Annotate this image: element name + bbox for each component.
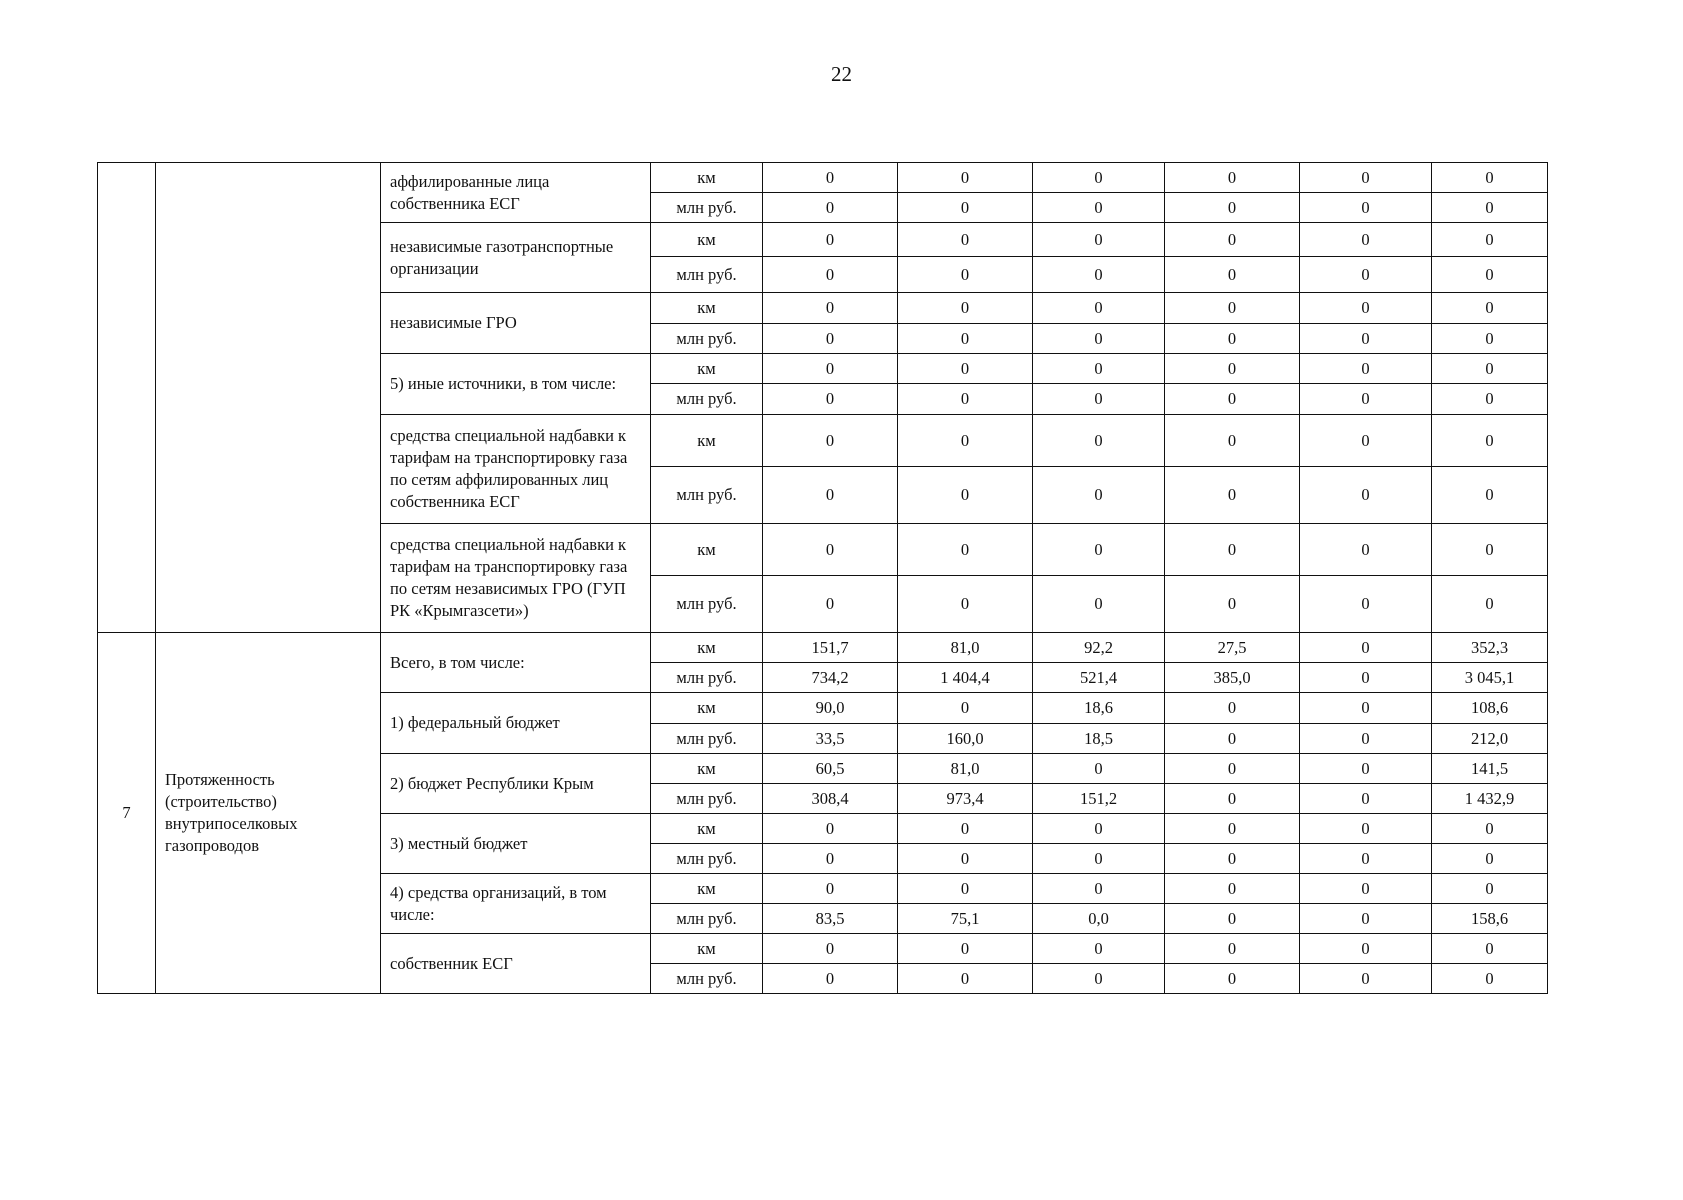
value-cell: 0	[1033, 844, 1165, 874]
value-cell: 973,4	[898, 784, 1033, 814]
value-cell: 0	[1300, 784, 1432, 814]
value-cell: 18,5	[1033, 724, 1165, 754]
value-cell: 0	[763, 324, 898, 354]
value-cell: 158,6	[1432, 904, 1548, 934]
value-cell: 0	[1432, 844, 1548, 874]
unit-cell: км	[651, 415, 763, 467]
value-cell: 0	[1165, 874, 1300, 904]
funding-source-cell: средства специальной надбавки к тарифам на транспортировку газа по сетям независимых ГРО (ГУП РК «Крымгазсети»)	[381, 524, 651, 633]
unit-cell: км	[651, 163, 763, 193]
value-cell: 0	[898, 524, 1033, 576]
value-cell: 0	[1165, 354, 1300, 384]
value-cell: 0	[1033, 964, 1165, 994]
value-cell: 0	[898, 163, 1033, 193]
value-cell: 0	[1300, 293, 1432, 324]
value-cell: 0	[1033, 223, 1165, 257]
investment-table	[97, 162, 1548, 994]
value-cell: 0	[1033, 257, 1165, 293]
funding-source-cell: 2) бюджет Республики Крым	[381, 754, 651, 814]
indicator-name-cell: Протяженность (строительство) внутрипоселковых газопроводов	[156, 633, 381, 994]
unit-cell: км	[651, 223, 763, 257]
value-cell: 0	[1033, 354, 1165, 384]
value-cell: 0	[763, 467, 898, 524]
value-cell: 0	[763, 524, 898, 576]
value-cell: 0	[1033, 467, 1165, 524]
value-cell: 0	[1165, 934, 1300, 964]
unit-cell: км	[651, 874, 763, 904]
unit-cell: км	[651, 354, 763, 384]
value-cell: 0	[1300, 633, 1432, 663]
value-cell: 3 045,1	[1432, 663, 1548, 693]
value-cell: 0	[898, 193, 1033, 223]
value-cell: 0	[898, 293, 1033, 324]
value-cell: 0	[763, 814, 898, 844]
value-cell: 0	[898, 964, 1033, 994]
unit-cell: млн руб.	[651, 324, 763, 354]
value-cell: 0	[1432, 257, 1548, 293]
value-cell: 0	[1432, 964, 1548, 994]
value-cell: 0	[898, 934, 1033, 964]
value-cell: 0	[898, 467, 1033, 524]
value-cell: 0	[1432, 193, 1548, 223]
value-cell: 151,7	[763, 633, 898, 663]
value-cell: 75,1	[898, 904, 1033, 934]
value-cell: 0	[1165, 163, 1300, 193]
value-cell: 0	[1432, 384, 1548, 415]
value-cell: 0	[1300, 904, 1432, 934]
value-cell: 83,5	[763, 904, 898, 934]
value-cell: 0	[763, 934, 898, 964]
value-cell: 0	[1432, 163, 1548, 193]
value-cell: 0	[1300, 814, 1432, 844]
value-cell: 734,2	[763, 663, 898, 693]
unit-cell: млн руб.	[651, 193, 763, 223]
value-cell: 0	[1300, 384, 1432, 415]
value-cell: 0	[1165, 293, 1300, 324]
table-body	[98, 163, 1548, 994]
value-cell: 0,0	[1033, 904, 1165, 934]
value-cell: 0	[1300, 576, 1432, 633]
value-cell: 0	[1300, 844, 1432, 874]
value-cell: 0	[763, 293, 898, 324]
value-cell: 0	[1165, 384, 1300, 415]
value-cell: 0	[763, 415, 898, 467]
value-cell: 0	[763, 576, 898, 633]
value-cell: 160,0	[898, 724, 1033, 754]
value-cell: 0	[1300, 324, 1432, 354]
unit-cell: млн руб.	[651, 784, 763, 814]
funding-source-cell: аффилированные лица собственника ЕСГ	[381, 163, 651, 223]
value-cell: 0	[763, 163, 898, 193]
unit-cell: км	[651, 293, 763, 324]
value-cell: 0	[763, 354, 898, 384]
value-cell: 0	[1300, 223, 1432, 257]
value-cell: 0	[1033, 163, 1165, 193]
value-cell: 0	[898, 874, 1033, 904]
value-cell: 0	[1300, 874, 1432, 904]
unit-cell: млн руб.	[651, 964, 763, 994]
funding-source-cell: 3) местный бюджет	[381, 814, 651, 874]
unit-cell: млн руб.	[651, 576, 763, 633]
value-cell: 0	[1165, 223, 1300, 257]
value-cell: 0	[1300, 524, 1432, 576]
value-cell: 0	[898, 415, 1033, 467]
value-cell: 0	[1033, 576, 1165, 633]
value-cell: 92,2	[1033, 633, 1165, 663]
value-cell: 0	[898, 693, 1033, 724]
value-cell: 0	[763, 964, 898, 994]
value-cell: 0	[1165, 904, 1300, 934]
value-cell: 81,0	[898, 754, 1033, 784]
value-cell: 18,6	[1033, 693, 1165, 724]
value-cell: 0	[1033, 814, 1165, 844]
value-cell: 141,5	[1432, 754, 1548, 784]
unit-cell: млн руб.	[651, 467, 763, 524]
funding-source-cell: 4) средства организаций, в том числе:	[381, 874, 651, 934]
unit-cell: млн руб.	[651, 904, 763, 934]
indicator-name-cell	[156, 163, 381, 633]
value-cell: 0	[1165, 814, 1300, 844]
unit-cell: км	[651, 934, 763, 964]
value-cell: 0	[898, 257, 1033, 293]
funding-source-cell: 1) федеральный бюджет	[381, 693, 651, 754]
value-cell: 0	[1300, 724, 1432, 754]
value-cell: 212,0	[1432, 724, 1548, 754]
value-cell: 0	[1165, 524, 1300, 576]
value-cell: 0	[763, 223, 898, 257]
value-cell: 0	[1300, 257, 1432, 293]
funding-source-cell: 5) иные источники, в том числе:	[381, 354, 651, 415]
value-cell: 81,0	[898, 633, 1033, 663]
value-cell: 0	[1300, 415, 1432, 467]
value-cell: 0	[1432, 814, 1548, 844]
value-cell: 0	[1165, 693, 1300, 724]
value-cell: 0	[1033, 754, 1165, 784]
unit-cell: км	[651, 754, 763, 784]
value-cell: 0	[1300, 754, 1432, 784]
value-cell: 308,4	[763, 784, 898, 814]
unit-cell: млн руб.	[651, 724, 763, 754]
value-cell: 352,3	[1432, 633, 1548, 663]
unit-cell: млн руб.	[651, 663, 763, 693]
value-cell: 0	[1300, 964, 1432, 994]
unit-cell: км	[651, 633, 763, 663]
value-cell: 0	[763, 193, 898, 223]
value-cell: 0	[1432, 524, 1548, 576]
value-cell: 60,5	[763, 754, 898, 784]
value-cell: 0	[898, 223, 1033, 257]
unit-cell: млн руб.	[651, 384, 763, 415]
funding-source-cell: средства специальной надбавки к тарифам на транспортировку газа по сетям аффилированных лиц собственника ЕСГ	[381, 415, 651, 524]
value-cell: 0	[1165, 576, 1300, 633]
funding-source-cell: независимые ГРО	[381, 293, 651, 354]
value-cell: 0	[1432, 415, 1548, 467]
value-cell: 0	[1165, 415, 1300, 467]
unit-cell: км	[651, 693, 763, 724]
value-cell: 0	[1033, 874, 1165, 904]
value-cell: 1 432,9	[1432, 784, 1548, 814]
funding-source-cell: собственник ЕСГ	[381, 934, 651, 994]
page-number: 22	[831, 62, 852, 86]
value-cell: 385,0	[1165, 663, 1300, 693]
value-cell: 0	[1033, 415, 1165, 467]
unit-cell: млн руб.	[651, 257, 763, 293]
value-cell: 0	[1165, 257, 1300, 293]
value-cell: 0	[1300, 193, 1432, 223]
value-cell: 0	[898, 844, 1033, 874]
value-cell: 0	[1165, 964, 1300, 994]
value-cell: 0	[1165, 193, 1300, 223]
value-cell: 0	[898, 324, 1033, 354]
table-row	[98, 163, 1548, 193]
value-cell: 108,6	[1432, 693, 1548, 724]
value-cell: 0	[763, 874, 898, 904]
value-cell: 0	[763, 844, 898, 874]
value-cell: 0	[1300, 163, 1432, 193]
value-cell: 33,5	[763, 724, 898, 754]
value-cell: 0	[1432, 934, 1548, 964]
value-cell: 27,5	[1165, 633, 1300, 663]
value-cell: 0	[1033, 293, 1165, 324]
value-cell: 0	[1300, 467, 1432, 524]
value-cell: 0	[1033, 934, 1165, 964]
table-row	[98, 633, 1548, 663]
value-cell: 0	[1033, 524, 1165, 576]
unit-cell: км	[651, 814, 763, 844]
value-cell: 151,2	[1033, 784, 1165, 814]
value-cell: 0	[1165, 467, 1300, 524]
value-cell: 0	[763, 384, 898, 415]
unit-cell: млн руб.	[651, 844, 763, 874]
value-cell: 0	[1165, 724, 1300, 754]
value-cell: 0	[1432, 467, 1548, 524]
value-cell: 0	[1432, 324, 1548, 354]
value-cell: 0	[1432, 874, 1548, 904]
value-cell: 0	[898, 384, 1033, 415]
value-cell: 521,4	[1033, 663, 1165, 693]
value-cell: 0	[763, 257, 898, 293]
row-number-cell: 7	[98, 633, 156, 994]
value-cell: 0	[1300, 354, 1432, 384]
value-cell: 0	[1033, 384, 1165, 415]
value-cell: 0	[1165, 844, 1300, 874]
value-cell: 0	[1165, 754, 1300, 784]
unit-cell: км	[651, 524, 763, 576]
value-cell: 0	[1432, 293, 1548, 324]
value-cell: 0	[1432, 576, 1548, 633]
value-cell: 0	[1165, 784, 1300, 814]
data-table-container	[97, 162, 1548, 994]
value-cell: 0	[1300, 693, 1432, 724]
value-cell: 0	[1432, 223, 1548, 257]
value-cell: 0	[1432, 354, 1548, 384]
value-cell: 0	[1165, 324, 1300, 354]
value-cell: 0	[1300, 663, 1432, 693]
value-cell: 0	[898, 814, 1033, 844]
funding-source-cell: Всего, в том числе:	[381, 633, 651, 693]
row-number-cell	[98, 163, 156, 633]
value-cell: 90,0	[763, 693, 898, 724]
value-cell: 0	[1033, 324, 1165, 354]
funding-source-cell: независимые газотранспортные организации	[381, 223, 651, 293]
value-cell: 0	[1033, 193, 1165, 223]
value-cell: 0	[1300, 934, 1432, 964]
value-cell: 0	[898, 576, 1033, 633]
value-cell: 0	[898, 354, 1033, 384]
value-cell: 1 404,4	[898, 663, 1033, 693]
